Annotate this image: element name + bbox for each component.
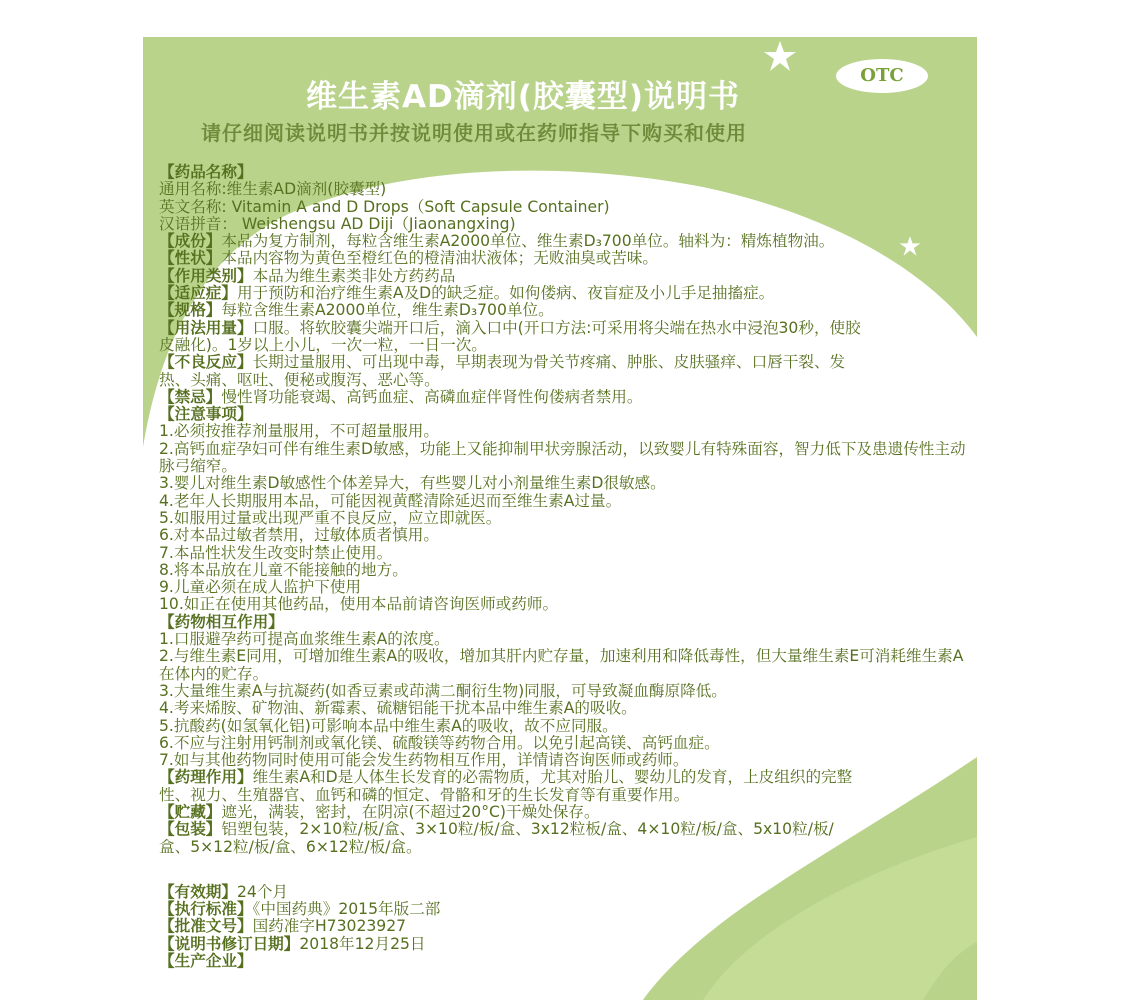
list-item: 4.考来烯胺、矿物油、新霉素、硫糖铝能干扰本品中维生素A的吸收。 bbox=[159, 699, 637, 718]
section-packaging-cont: 盒、5×12粒/板/盒、6×12粒/板/盒。 bbox=[159, 837, 422, 856]
section-pharmacology-cont: 性、视力、生殖器官、血钙和磷的恒定、骨骼和牙的生长发育等有重要作用。 bbox=[159, 785, 690, 804]
section-heading: 【成份】 bbox=[159, 232, 222, 251]
section-heading: 【用法用量】 bbox=[159, 318, 253, 337]
section-storage bbox=[159, 804, 969, 821]
section-text: 《中国药典》2015年版二部 bbox=[252, 900, 441, 919]
section-spec bbox=[159, 302, 969, 319]
list-item: 9.儿童必须在成人监护下使用 bbox=[159, 578, 362, 597]
section-text: 国药准字H73023927 bbox=[252, 917, 407, 936]
section-heading: 【批准文号】 bbox=[159, 917, 253, 936]
section-heading: 【禁忌】 bbox=[159, 387, 222, 406]
section-heading: 【说明书修订日期】 bbox=[159, 934, 300, 953]
section-standard bbox=[159, 901, 969, 918]
list-item: 5.如服用过量或出现严重不良反应，应立即就医。 bbox=[159, 508, 502, 527]
section-text: 用于预防和治疗维生素A及D的缺乏症。如佝偻病、夜盲症及小儿手足抽搐症。 bbox=[236, 284, 775, 303]
list-item: 7.如与其他药物同时使用可能会发生药物相互作用，详情请咨询医师或药师。 bbox=[159, 751, 689, 770]
generic-name: 通用名称:维生素AD滴剂(胶囊型) bbox=[159, 180, 387, 199]
list-item: 1.必须按推荐剂量服用，不可超量服用。 bbox=[159, 422, 439, 441]
section-validity bbox=[159, 884, 969, 901]
section-heading: 【包装】 bbox=[159, 820, 222, 839]
section-manufacturer bbox=[159, 953, 969, 970]
spacer bbox=[159, 856, 969, 884]
section-text: 口服。将软胶囊尖端开口后，滴入口中(开口方法:可采用将尖端在热水中浸泡30秒，使胶 bbox=[252, 318, 861, 337]
section-text: 2018年12月25日 bbox=[299, 934, 426, 953]
leaflet-sheet bbox=[143, 37, 977, 1000]
section-text: 慢性肾功能衰竭、高钙血症、高磷血症伴肾性佝偻病者禁用。 bbox=[221, 387, 643, 406]
section-interactions bbox=[159, 614, 969, 631]
section-heading: 【执行标准】 bbox=[159, 900, 253, 919]
section-adverse bbox=[159, 354, 969, 371]
section-text: 长期过量服用、可出现中毒，早期表现为骨关节疼痛、肿胀、皮肤骚痒、口唇干裂、发 bbox=[252, 353, 846, 372]
section-heading: 【有效期】 bbox=[159, 882, 237, 901]
section-text: 维生素A和D是人体生长发育的必需物质，尤其对胎儿、婴幼儿的发育，上皮组织的完整 bbox=[252, 768, 853, 787]
section-text: 遮光，满装，密封，在阴凉(不超过20°C)干燥处保存。 bbox=[221, 802, 600, 821]
leaflet-content bbox=[159, 164, 969, 970]
list-item: 1.口服避孕药可提高血浆维生素A的浓度。 bbox=[159, 630, 450, 649]
section-heading: 【药品名称】 bbox=[159, 163, 253, 181]
section-text: 本品内容物为黄色至橙红色的橙清油状液体；无败油臭或苦味。 bbox=[221, 249, 659, 268]
section-revision bbox=[159, 936, 969, 953]
section-heading: 【适应症】 bbox=[159, 284, 237, 303]
section-heading: 【规格】 bbox=[159, 301, 222, 320]
list-item: 2.与维生素E同用，可增加维生素A的吸收，增加其肝内贮存量，加速利用和降低毒性，但大量维生素E可消耗维生素A在体内的贮存。 bbox=[159, 647, 964, 683]
section-adverse-cont: 热、头痛、呕吐、便秘或腹泻、恶心等。 bbox=[159, 370, 440, 389]
page-title: 维生素AD滴剂(胶囊型)说明书 bbox=[305, 79, 741, 115]
english-name: 英文名称: Vitamin A and D Drops（Soft Capsule Container) bbox=[159, 197, 610, 216]
list-item: 3.婴儿对维生素D敏感性个体差异大，有些婴儿对小剂量维生素D很敏感。 bbox=[159, 474, 666, 493]
section-heading: 【作用类别】 bbox=[159, 266, 253, 285]
section-category bbox=[159, 268, 969, 285]
section-heading: 【注意事项】 bbox=[159, 405, 253, 424]
star-icon bbox=[763, 39, 797, 73]
section-text: 每粒含维生素A2000单位，维生素D₃700单位。 bbox=[221, 301, 554, 320]
section-indications bbox=[159, 285, 969, 302]
list-item: 5.抗酸药(如氢氧化铝)可影响本品中维生素A的吸收，故不应同服。 bbox=[159, 716, 618, 735]
section-ingredients bbox=[159, 233, 969, 250]
list-item: 4.老年人长期服用本品，可能因视黄醛清除延迟而至维生素A过量。 bbox=[159, 491, 622, 510]
section-heading: 【生产企业】 bbox=[159, 952, 253, 971]
section-heading: 【贮藏】 bbox=[159, 802, 222, 821]
section-heading: 【药物相互作用】 bbox=[159, 612, 284, 631]
page-subtitle: 请仔细阅读说明书并按说明使用或在药师指导下购买和使用 bbox=[201, 121, 747, 145]
otc-badge: OTC bbox=[836, 59, 928, 93]
list-item: 10.如正在使用其他药品，使用本品前请咨询医师或药师。 bbox=[159, 595, 559, 614]
section-contraindications bbox=[159, 389, 969, 406]
section-text: 本品为维生素类非处方药药品 bbox=[252, 266, 456, 285]
section-text: 铝塑包装，2×10粒/板/盒、3×10粒/板/盒、3x12粒板/盒、4×10粒/板/盒、5x10粒/板/ bbox=[221, 820, 834, 839]
list-item: 8.将本品放在儿童不能接触的地方。 bbox=[159, 560, 408, 579]
section-heading: 【药理作用】 bbox=[159, 768, 253, 787]
section-heading: 【性状】 bbox=[159, 249, 222, 268]
list-item: 3.大量维生素A与抗凝药(如香豆素或茚满二酮衍生物)同服，可导致凝血酶原降低。 bbox=[159, 681, 727, 700]
section-name bbox=[159, 164, 969, 181]
section-text: 24个月 bbox=[236, 882, 289, 901]
section-usage-cont: 皮融化)。1岁以上小儿，一次一粒，一日一次。 bbox=[159, 335, 487, 354]
list-item: 6.对本品过敏者禁用，过敏体质者慎用。 bbox=[159, 526, 439, 545]
list-item: 6.不应与注射用钙制剂或氧化镁、硫酸镁等药物合用。以免引起高镁、高钙血症。 bbox=[159, 733, 720, 752]
section-approval bbox=[159, 918, 969, 935]
section-precautions bbox=[159, 406, 969, 423]
section-heading: 【不良反应】 bbox=[159, 353, 253, 372]
section-packaging bbox=[159, 821, 969, 838]
section-usage bbox=[159, 320, 969, 337]
section-pharmacology bbox=[159, 769, 969, 786]
pinyin-name: 汉语拼音： Weishengsu AD Diji（Jiaonangxing) bbox=[159, 214, 516, 233]
list-item: 2.高钙血症孕妇可伴有维生素D敏感，功能上又能抑制甲状旁腺活动，以致婴儿有特殊面容，智力低下及患遗传性主动脉弓缩窄。 bbox=[159, 439, 966, 476]
section-text: 本品为复方制剂，每粒含维生素A2000单位、维生素D₃700单位。轴料为：精炼植物油。 bbox=[221, 232, 835, 251]
section-properties bbox=[159, 250, 969, 267]
list-item: 7.本品性状发生改变时禁止使用。 bbox=[159, 543, 393, 562]
